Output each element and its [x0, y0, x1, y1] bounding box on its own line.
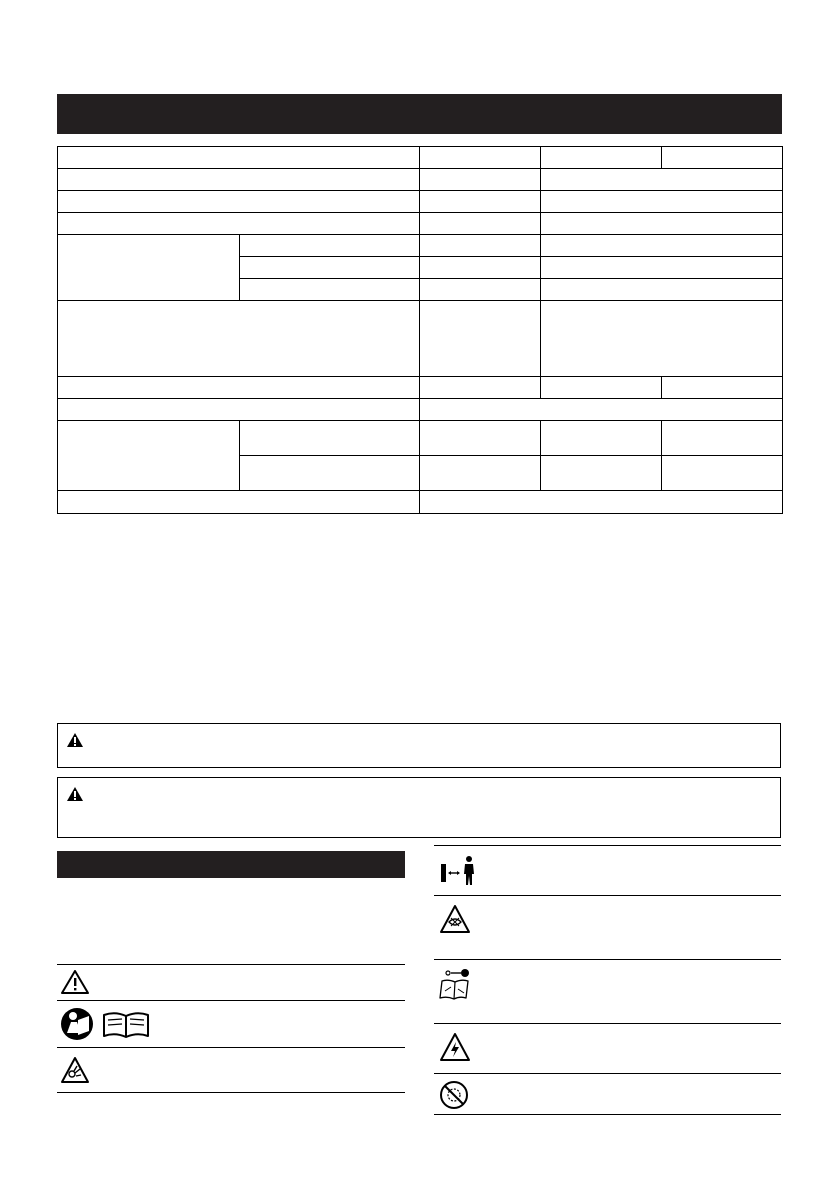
symbol-row — [57, 964, 405, 1000]
row-label — [58, 491, 420, 514]
cell — [420, 456, 541, 491]
cell — [420, 301, 541, 377]
warning-box — [57, 723, 781, 768]
row-label — [58, 147, 420, 169]
cell — [541, 213, 783, 235]
row-label — [58, 213, 420, 235]
symbols-title-bar — [57, 851, 405, 878]
cell — [541, 421, 662, 456]
cell — [420, 169, 541, 191]
cell — [662, 456, 783, 491]
row-label — [58, 169, 420, 191]
warning-triangle-icon — [66, 732, 84, 748]
row-label — [58, 301, 420, 377]
flying-objects-warning-icon — [60, 1056, 90, 1084]
cell — [420, 377, 541, 399]
table-row — [58, 213, 783, 235]
remove-key-read-manual-icon — [439, 967, 473, 1001]
cell — [541, 191, 783, 213]
sub-label — [240, 456, 420, 491]
group-label — [58, 235, 240, 301]
cell — [662, 377, 783, 399]
symbol-row — [434, 1073, 781, 1115]
cell — [541, 456, 662, 491]
cell — [420, 491, 783, 514]
cell — [420, 235, 541, 257]
cell — [420, 147, 541, 169]
cell — [541, 235, 783, 257]
table-row — [58, 491, 783, 514]
cell — [420, 399, 783, 421]
specifications-title-bar — [57, 94, 782, 134]
table-row — [58, 147, 783, 169]
cell — [662, 147, 783, 169]
symbol-row — [434, 959, 781, 1023]
table-row — [58, 191, 783, 213]
electric-hazard-icon — [439, 1032, 471, 1062]
cell — [420, 257, 541, 279]
specifications-table — [57, 146, 783, 514]
caution-triangle-icon — [60, 969, 90, 995]
sub-label — [240, 235, 420, 257]
cell — [420, 213, 541, 235]
cell — [541, 147, 662, 169]
sub-label — [240, 279, 420, 301]
cell — [541, 169, 783, 191]
cell — [662, 421, 783, 456]
table-row — [58, 377, 783, 399]
warning-triangle-icon — [66, 786, 84, 802]
sub-label — [240, 421, 420, 456]
read-manual-icon — [60, 1007, 152, 1041]
table-row — [58, 399, 783, 421]
warning-box — [57, 777, 781, 838]
cell — [420, 191, 541, 213]
symbol-row — [434, 1023, 781, 1073]
cell — [541, 301, 783, 377]
cell — [420, 421, 541, 456]
symbol-row — [57, 1047, 405, 1093]
row-label — [58, 399, 420, 421]
table-row — [58, 421, 783, 456]
row-label — [58, 191, 420, 213]
table-row — [58, 301, 783, 377]
table-row — [58, 235, 783, 257]
no-metal-blade-icon — [439, 1080, 469, 1110]
rotating-blade-warning-icon — [439, 904, 471, 934]
symbol-row — [57, 1000, 405, 1047]
cell — [541, 279, 783, 301]
cell — [420, 279, 541, 301]
row-label — [58, 377, 420, 399]
symbol-row — [434, 895, 781, 959]
cell — [541, 377, 662, 399]
table-row — [58, 169, 783, 191]
symbol-row — [434, 845, 781, 895]
sub-label — [240, 257, 420, 279]
keep-distance-icon — [439, 854, 477, 888]
group-label — [58, 421, 240, 491]
cell — [541, 257, 783, 279]
